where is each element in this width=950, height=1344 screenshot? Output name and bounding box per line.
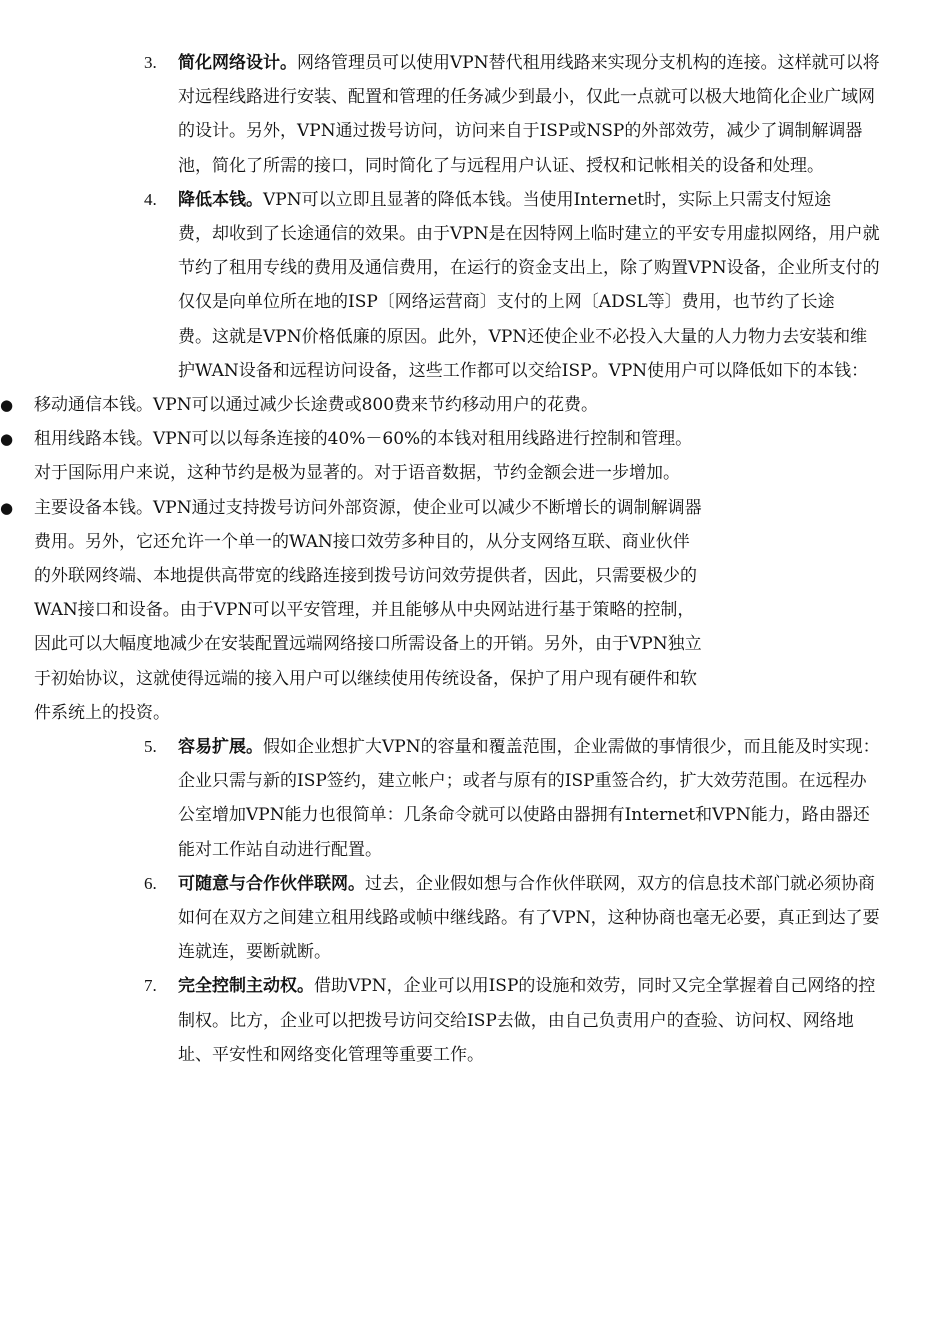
list-item-title: 可随意与合作伙伴联网。	[178, 873, 365, 894]
list-item-text: 过去，企业假如想与合作伙伴联网，双方的信息技术部门就必须协商如何在双方之间建立租用线路或帧中继线路。有了VPN，这种协商也毫无必要，真正到达了要连就连，要断就断。	[178, 873, 880, 963]
list-item-title: 容易扩展。	[178, 737, 263, 758]
list-item-easy-expansion	[144, 730, 883, 867]
bullet-text: 主要设备本钱。VPN通过支持拨号访问外部资源，使企业可以减少不断增长的调制解调器费用。另外，它还允许一个单一的WAN接口效劳多种目的，从分支网络互联、商业伙伴的外联网终端、本地提供高带宽的线路连接到拨号访问效劳提供者，因此，只需要极少的WAN接口和设备。由于VPN可以平安管理，并且能够从中央网站进行基于策略的控制，因此可以大幅度地减少在安装配置远端网络接口所需设备上的开销。另外，由于VPN独立于初始协议，这就使得远端的接入用户可以继续使用传统设备，保护了用户现有硬件和软件系统上的投资。	[34, 497, 702, 723]
list-item-reduce-cost	[144, 183, 883, 388]
list-item-title: 简化网络设计。	[178, 53, 297, 73]
bullet-icon: ●	[0, 498, 14, 517]
cost-bullet-list	[0, 388, 950, 730]
bullet-text: 移动通信本钱。VPN可以通过减少长途费或800费来节约移动用户的花费。	[34, 395, 599, 416]
list-item-number: 4.	[144, 189, 157, 209]
list-item-title: 降低本钱。	[178, 189, 263, 210]
list-item-title: 完全控制主动权。	[178, 976, 314, 997]
list-item-number: 3.	[144, 53, 157, 72]
list-item-full-control	[144, 969, 883, 1072]
bullet-item-mobile-cost	[0, 388, 705, 422]
bullet-icon: ●	[0, 430, 14, 449]
list-item-text: 借助VPN，企业可以用ISP的设施和效劳，同时又完全掌握着自己网络的控制权。比方，企业可以把拨号访问交给ISP去做，由自己负责用户的查验、访问权、网络地址、平安性和网络变化管理等重要工作。	[178, 976, 876, 1065]
list-item-number: 5.	[144, 737, 157, 757]
list-item-number: 6.	[144, 873, 157, 893]
list-item-text: VPN可以立即且显著的降低本钱。当使用Internet时，实际上只需支付短途 费，却收到了长途通信的效果。由于VPN是在因特网上临时建立的平安专用虚拟网络，用户就节约了租用专线的费用及通信费用，在运行的资金支出上，除了购置VPN设备，企业所支付的仅仅是向单位所在地的ISP〔网络运营商〕支付的上网〔ADSL等〕费用，也节约了长途 费。这就是VPN价格低廉的原因。此外，VPN还使企业不必投入大量的人力物力去安装和维护WAN设备和远程访问设备，这些工作都可以交给ISP。VPN使用户可以降低如下的本钱：	[178, 189, 880, 381]
list-item-simplify-network-design	[144, 46, 883, 183]
bullet-text: 租用线路本钱。VPN可以以每条连接的40%－60%的本钱对租用线路进行控制和管理。对于国际用户来说，这种节约是极为显著的。对于语音数据，节约金额会进一步增加。	[34, 429, 693, 484]
list-item-number: 7.	[144, 976, 157, 996]
bullet-item-leased-line-cost	[0, 422, 705, 490]
list-item-text: 假如企业想扩大VPN的容量和覆盖范围，企业需做的事情很少，而且能及时实现：企业只需与新的ISP签约，建立帐户；或者与原有的ISP重签合约，扩大效劳范围。在远程办公室增加VPN能力也很简单：几条命令就可以使路由器拥有Internet和VPN能力，路由器还能对工作站自动进行配置。	[178, 737, 880, 860]
list-item-partner-networking	[144, 867, 883, 970]
list-item-text: 网络管理员可以使用VPN替代租用线路来实现分支机构的连接。这样就可以将对远程线路进行安装、配置和管理的任务减少到最小，仅此一点就可以极大地简化企业广域网的设计。另外，VPN通过拨号访问，访问来自于ISP或NSP的外部效劳，减少了调制解调器池，简化了所需的接口，同时简化了与远程用户认证、授权和记帐相关的设备和处理。	[178, 53, 880, 176]
bullet-icon: ●	[0, 396, 14, 415]
bullet-item-equipment-cost	[0, 491, 705, 730]
